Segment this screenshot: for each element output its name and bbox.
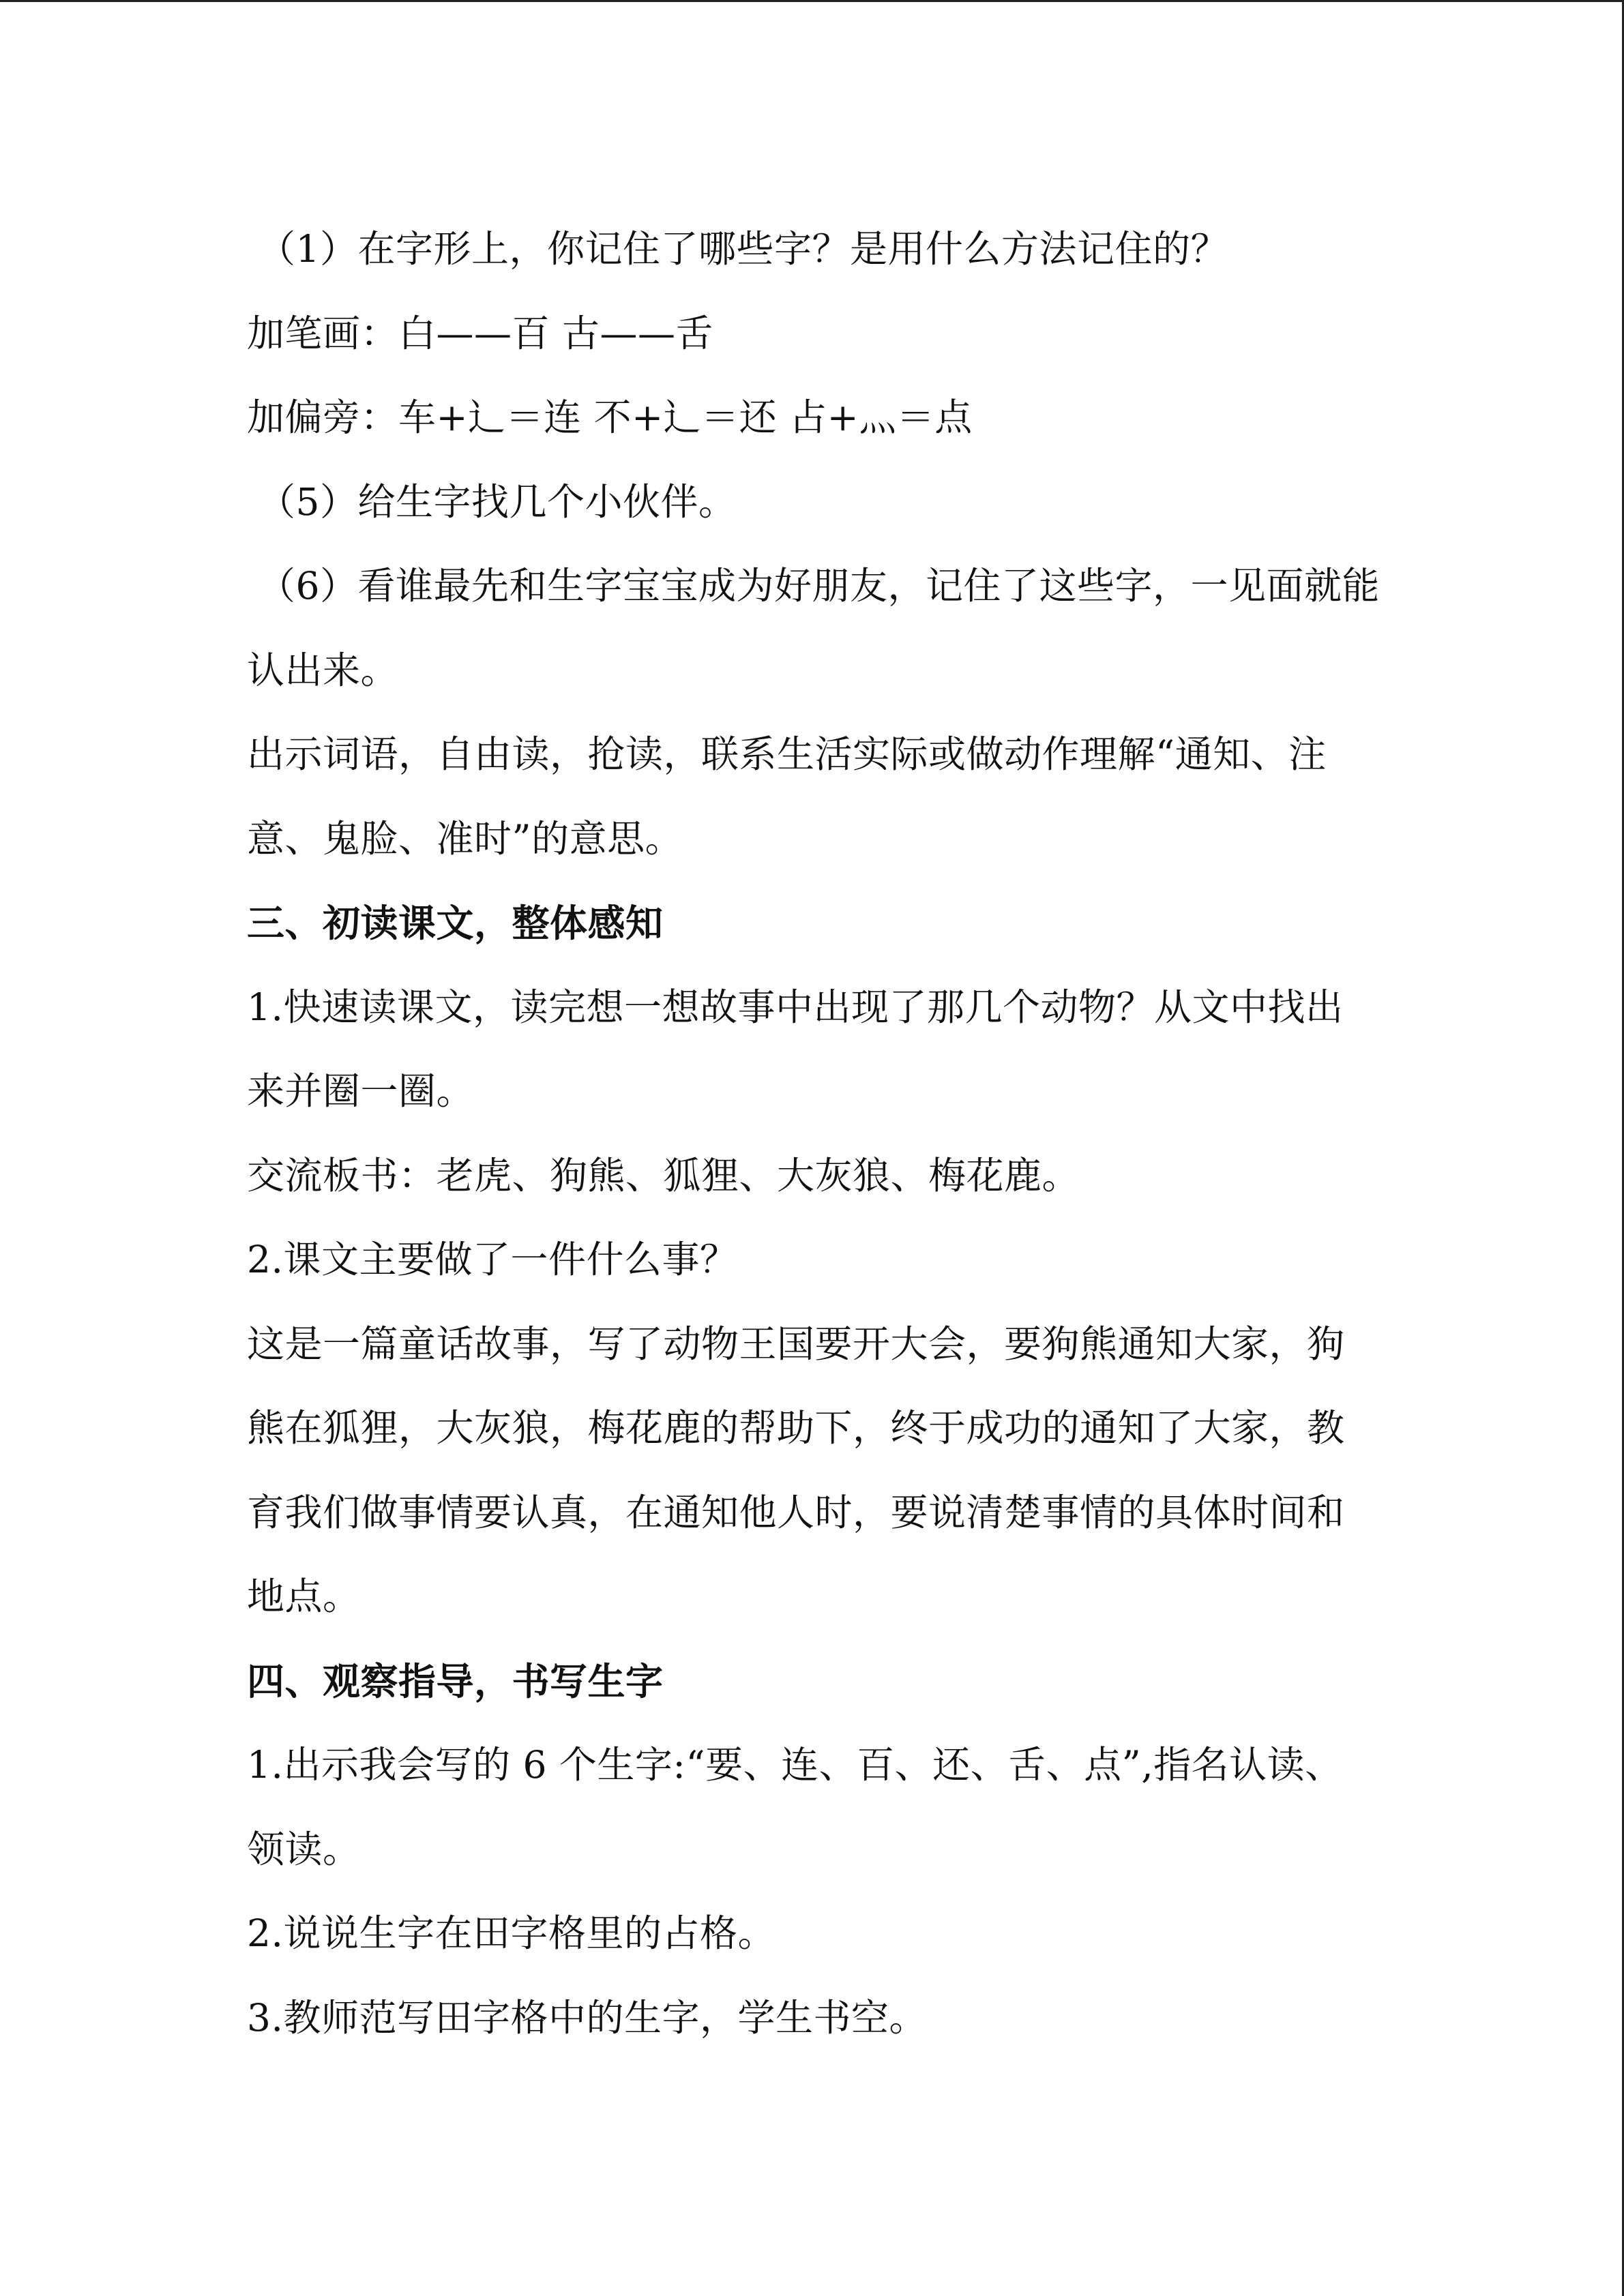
- paragraph-line: （5）给生字找几个小伙伴。: [258, 479, 737, 524]
- document-body: [247, 207, 1393, 2060]
- paragraph-line: 熊在狐狸，大灰狼，梅花鹿的帮助下，终于成功的通知了大家，教: [247, 1406, 1345, 1450]
- page-top-border: [0, 0, 1624, 2]
- section-heading: 四、观察指导，书写生字: [247, 1658, 664, 1703]
- paragraph-line: 1.快速读课文，读完想一想故事中出现了那几个动物？从文中找出: [247, 985, 1344, 1029]
- paragraph-line: 这是一篇童话故事，写了动物王国要开大会，要狗熊通知大家，狗: [247, 1322, 1345, 1366]
- paragraph-line: 地点。: [247, 1575, 361, 1618]
- paragraph-line: 加偏旁：车+辶＝连 不+辶＝还 占+灬＝点: [247, 396, 973, 439]
- paragraph-line: 育我们做事情要认真，在通知他人时，要说清楚事情的具体时间和: [247, 1490, 1345, 1534]
- paragraph-line: 2.说说生字在田字格里的占格。: [247, 1911, 776, 1955]
- paragraph-line: 加笔画：白——百 古——舌: [247, 311, 713, 355]
- paragraph-line: 意、鬼脸、准时”的意思。: [247, 816, 683, 861]
- paragraph-line: （6）看谁最先和生字宝宝成为好朋友，记住了这些字，一见面就能: [258, 564, 1380, 608]
- paragraph-line: 3.教师范写田字格中的生字，学生书空。: [247, 1995, 927, 2040]
- paragraph-line: 2.课文主要做了一件什么事？: [247, 1238, 738, 1281]
- paragraph-line: 认出来。: [247, 648, 399, 692]
- section-heading: 三、初读课文，整体感知: [247, 901, 664, 945]
- paragraph-line: （1）在字形上，你记住了哪些字？是用什么方法记住的？: [258, 227, 1228, 271]
- paragraph-line: 领读。: [247, 1827, 361, 1871]
- paragraph-line: 出示词语，自由读，抢读，联系生活实际或做动作理解“通知、注: [247, 732, 1327, 776]
- paragraph-line: 1.出示我会写的 6 个生字:“要、连、百、还、舌、点”,指名认读、: [247, 1743, 1343, 1787]
- paragraph-line: 交流板书：老虎、狗熊、狐狸、大灰狼、梅花鹿。: [247, 1153, 1080, 1197]
- paragraph-line: 来并圈一圈。: [247, 1069, 475, 1113]
